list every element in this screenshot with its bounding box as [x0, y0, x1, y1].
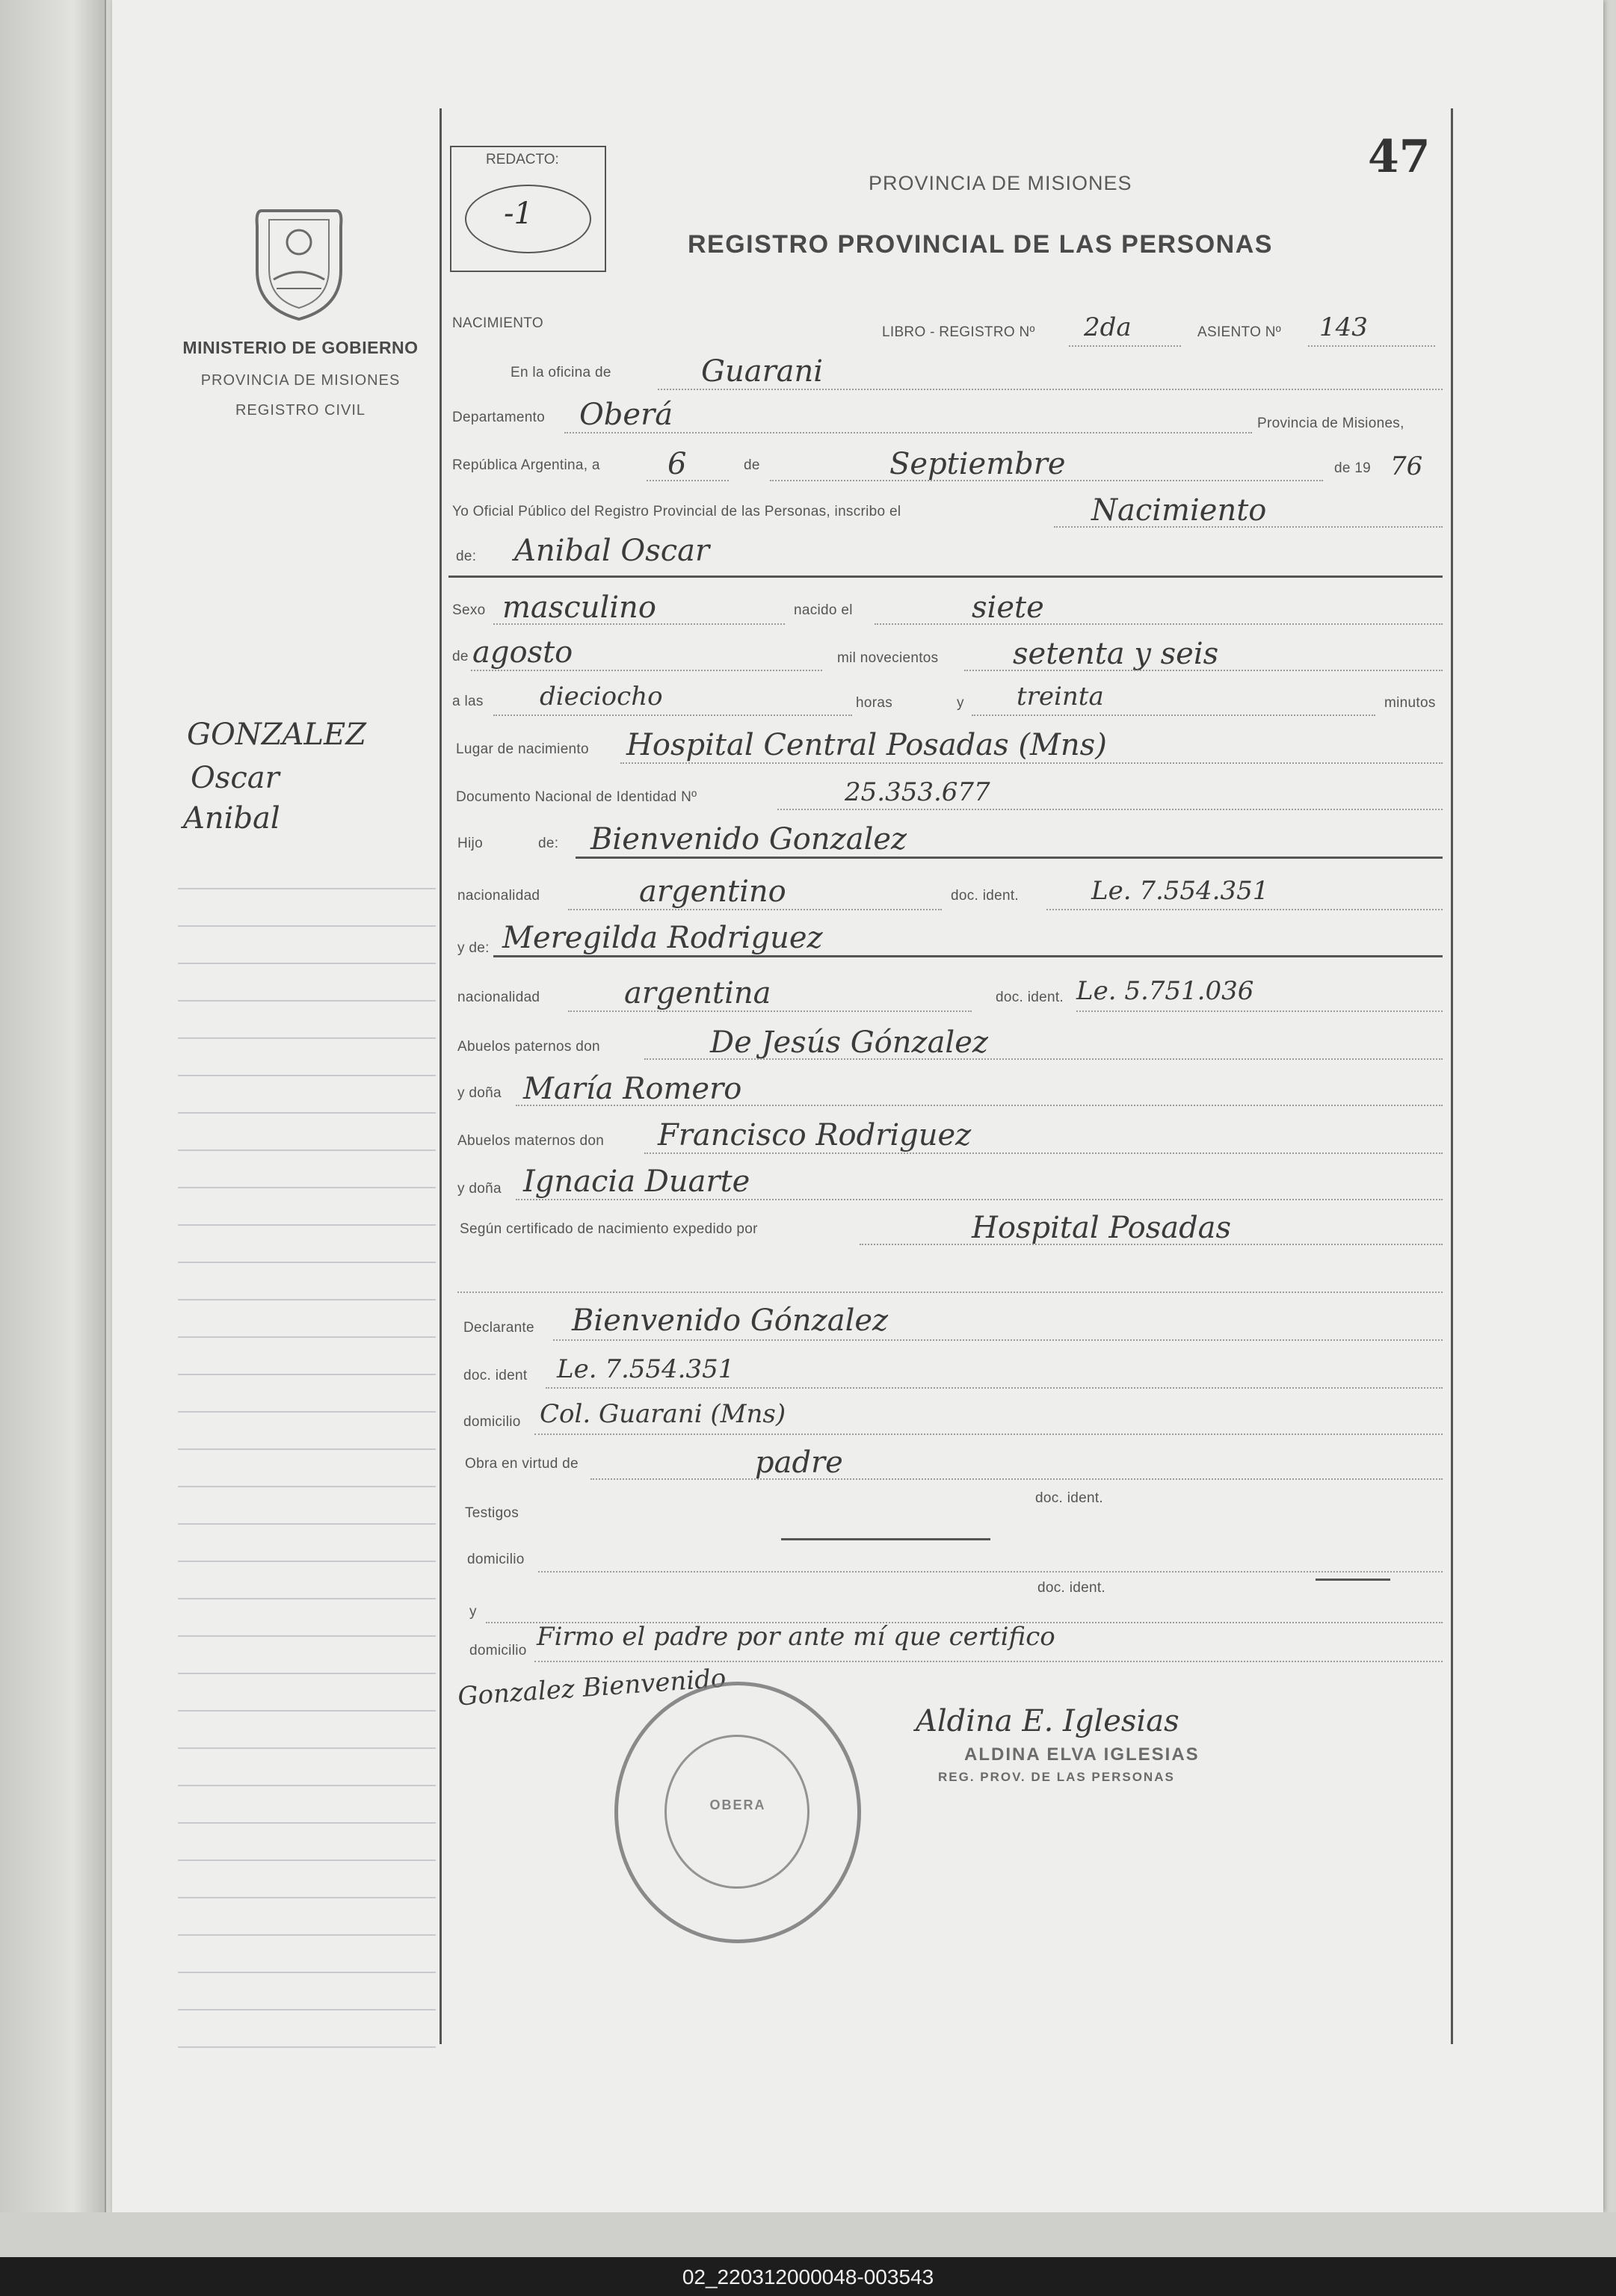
padre-doc-value: Le. 7.554.351 [1091, 876, 1269, 906]
hijo-label: Hijo [457, 836, 483, 851]
redacto-mark: -1 [504, 197, 533, 231]
de-nombre-label: de: [456, 549, 477, 564]
abuela-paterna-label: y doña [457, 1085, 502, 1101]
certificado-value: Hospital Posadas [972, 1211, 1232, 1245]
anio-value: 76 [1390, 451, 1423, 481]
margin-note-name-1: Oscar [191, 761, 280, 795]
alas-label: a las [452, 694, 484, 709]
redacto-label: REDACTO: [486, 152, 559, 167]
margin-note-name-2: Anibal [183, 801, 280, 836]
scan-bottom-edge [0, 2212, 1616, 2257]
nacido-label: nacido el [794, 602, 853, 618]
header-title: REGISTRO PROVINCIAL DE LAS PERSONAS [688, 230, 1273, 259]
abuela-paterna-value: María Romero [523, 1072, 742, 1106]
declarante-doc-label: doc. ident [463, 1368, 528, 1383]
official-signature: Aldina E. Iglesias [916, 1704, 1179, 1738]
y-label: y [957, 695, 964, 711]
declarante-value: Bienvenido Gónzalez [572, 1303, 889, 1338]
acta-value: Nacimiento [1091, 493, 1267, 528]
sexo-label: Sexo [452, 602, 486, 618]
abuelos-maternos-value: Francisco Rodriguez [658, 1118, 972, 1152]
office-label: REGISTRO CIVIL [235, 402, 366, 419]
file-identifier: 02_220312000048-003543 [682, 2265, 934, 2289]
anio-label: de 19 [1334, 460, 1372, 476]
padre-doc-label: doc. ident. [951, 888, 1019, 904]
hijo-de-label: de: [538, 836, 559, 851]
de-mes-label: de [452, 649, 469, 664]
oficina-label: En la oficina de [511, 365, 611, 380]
nac-anio-value: setenta y seis [1013, 637, 1219, 671]
asiento-label: ASIENTO Nº [1197, 324, 1281, 340]
madre-doc-label: doc. ident. [996, 990, 1064, 1005]
madre-nacionalidad-label: nacionalidad [457, 990, 540, 1005]
obra-value: padre [755, 1445, 843, 1480]
republica-label: República Argentina, a [452, 457, 600, 473]
testigo2-y-label: y [469, 1604, 477, 1620]
lugar-label: Lugar de nacimiento [456, 741, 589, 757]
departamento-value: Oberá [579, 398, 673, 432]
mil-label: mil novecientos [837, 650, 939, 666]
obra-label: Obra en virtud de [465, 1456, 579, 1472]
record-type-label: NACIMIENTO [452, 315, 543, 331]
abuelos-paternos-label: Abuelos paternos don [457, 1039, 600, 1055]
dni-label: Documento Nacional de Identidad Nº [456, 789, 697, 805]
mes-value: Septiembre [889, 447, 1066, 481]
madre-nacionalidad-value: argentina [624, 976, 771, 1010]
header-province: PROVINCIA DE MISIONES [869, 172, 1132, 194]
sexo-value: masculino [502, 590, 656, 625]
abuelos-paternos-value: De Jesús Gónzalez [710, 1025, 988, 1060]
declarante-signature: Gonzalez Bienvenido [457, 1663, 727, 1712]
yde-label: y de: [457, 940, 490, 956]
declarante-domicilio-label: domicilio [463, 1414, 521, 1430]
final-domicilio-label: domicilio [469, 1643, 527, 1658]
registry-round-seal [614, 1682, 861, 1943]
horas-label: horas [856, 695, 893, 711]
ministry-label: MINISTERIO DE GOBIERNO [182, 338, 419, 357]
province-label: PROVINCIA DE MISIONES [200, 372, 401, 389]
departamento-label: Departamento [452, 410, 546, 425]
official-stamp-name: ALDINA ELVA IGLESIAS [964, 1744, 1200, 1765]
margin-ruled-lines [178, 852, 436, 2048]
nombre-value: Anibal Oscar [514, 534, 710, 568]
libro-label: LIBRO - REGISTRO Nº [882, 324, 1035, 340]
oficial-text: Yo Oficial Público del Registro Provincial de las Personas, inscribo el [452, 504, 901, 519]
provincial-coat-of-arms-icon [247, 196, 351, 323]
dni-value: 25.353.677 [845, 777, 990, 807]
adjacent-page-edge [0, 0, 106, 2242]
testigo2-doc-label: doc. ident. [1037, 1580, 1105, 1596]
oficina-value: Guarani [701, 354, 824, 389]
minutos-label: minutos [1384, 695, 1436, 711]
seal-text: OBERA [709, 1797, 766, 1812]
official-stamp-title: REG. PROV. DE LAS PERSONAS [938, 1770, 1175, 1784]
de-label: de [744, 457, 760, 473]
asiento-value: 143 [1319, 312, 1368, 342]
nacido-value: siete [972, 590, 1044, 625]
padre-nacionalidad-label: nacionalidad [457, 888, 540, 904]
abuela-materna-label: y doña [457, 1181, 502, 1197]
libro-value: 2da [1084, 312, 1132, 342]
madre-value: Meregilda Rodriguez [502, 921, 823, 955]
abuelos-maternos-label: Abuelos maternos don [457, 1133, 605, 1149]
madre-doc-value: Le. 5.751.036 [1076, 976, 1254, 1006]
margin-note-surname: GONZALEZ [187, 718, 366, 752]
testigos-label: Testigos [465, 1505, 519, 1521]
declarante-label: Declarante [463, 1320, 534, 1336]
page-number: 47 [1368, 131, 1431, 183]
dia-value: 6 [667, 447, 687, 481]
horas-value: dieciocho [540, 682, 663, 712]
minutos-value: treinta [1017, 682, 1104, 712]
nac-mes-value: agosto [472, 635, 573, 670]
testigo-doc-label: doc. ident. [1035, 1490, 1103, 1506]
lugar-value: Hospital Central Posadas (Mns) [626, 728, 1107, 762]
declarante-domicilio-value: Col. Guarani (Mns) [540, 1399, 786, 1429]
padre-value: Bienvenido Gonzalez [590, 822, 907, 857]
testigo-domicilio-label: domicilio [467, 1552, 525, 1567]
observacion-value: Firmo el padre por ante mí que certifico [537, 1622, 1055, 1652]
provincia-suffix: Provincia de Misiones, [1257, 416, 1404, 431]
certificado-label: Según certificado de nacimiento expedido por [460, 1221, 758, 1237]
redacto-box [450, 146, 606, 272]
abuela-materna-value: Ignacia Duarte [523, 1164, 750, 1199]
declarante-doc-value: Le. 7.554.351 [557, 1354, 735, 1384]
padre-nacionalidad-value: argentino [639, 874, 786, 909]
